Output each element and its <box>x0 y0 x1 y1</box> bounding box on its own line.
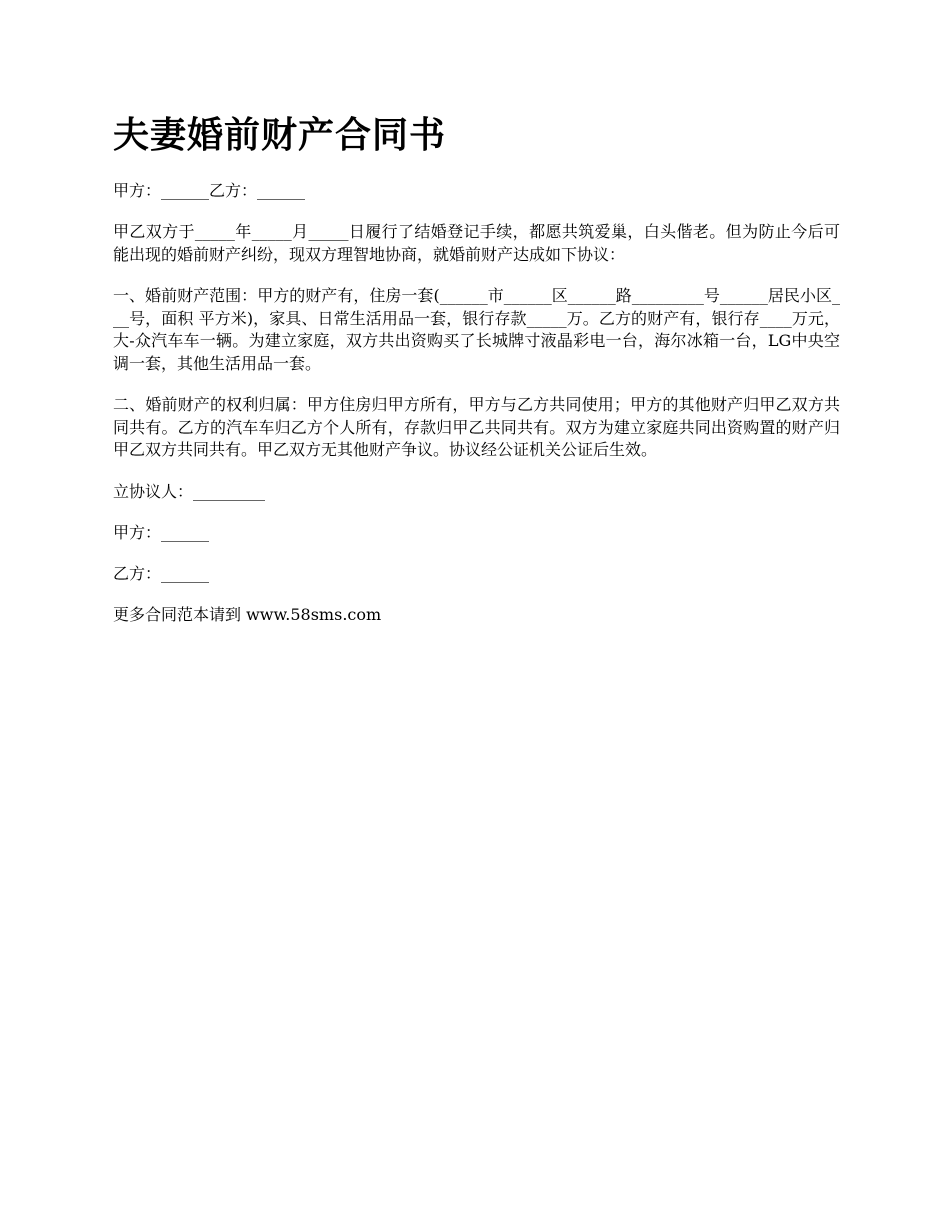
footer-link-text: 更多合同范本请到 www.58sms.com <box>113 604 382 624</box>
clause-property-ownership: 二、婚前财产的权利归属：甲方住房归甲方所有，甲方与乙方共同使用；甲方的其他财产归甲乙双方共同共有。乙方的汽车车归乙方个人所有，存款归甲乙共同共有。双方为建立家庭共同出资购置的财产归甲乙双方共同共有。甲乙双方无其他财产争议。协议经公证机关公证后生效。 <box>113 395 840 459</box>
signatory-line: 立协议人：_________ <box>113 481 266 501</box>
parties-line: 甲方：______乙方：______ <box>113 181 306 200</box>
party-b-signature: 乙方：______ <box>113 563 210 583</box>
document-page <box>113 110 840 645</box>
intro-paragraph: 甲乙双方于_____年_____月_____日履行了结婚登记手续，都愿共筑爱巢，白头偕老。但为防止今后可能出现的婚前财产纠纷，现双方理智地协商，就婚前财产达成如下协议： <box>113 222 840 264</box>
clause-property-scope: 一、婚前财产范围：甲方的财产有，住房一套(______市______区______路_________号______居民小区___号，面积 平方米)，家具、日常生活用品一套，银行存款_____万。乙方的财产有，银行存____万元，大-众汽车车一辆。为建立家庭，双方共出资购买了长城牌寸液晶彩电一台，海尔冰箱一台，LG中央空调一套，其他生活用品一套。 <box>113 286 840 373</box>
party-a-signature: 甲方：______ <box>113 522 210 542</box>
document-title: 夫妻婚前财产合同书 <box>113 115 447 156</box>
